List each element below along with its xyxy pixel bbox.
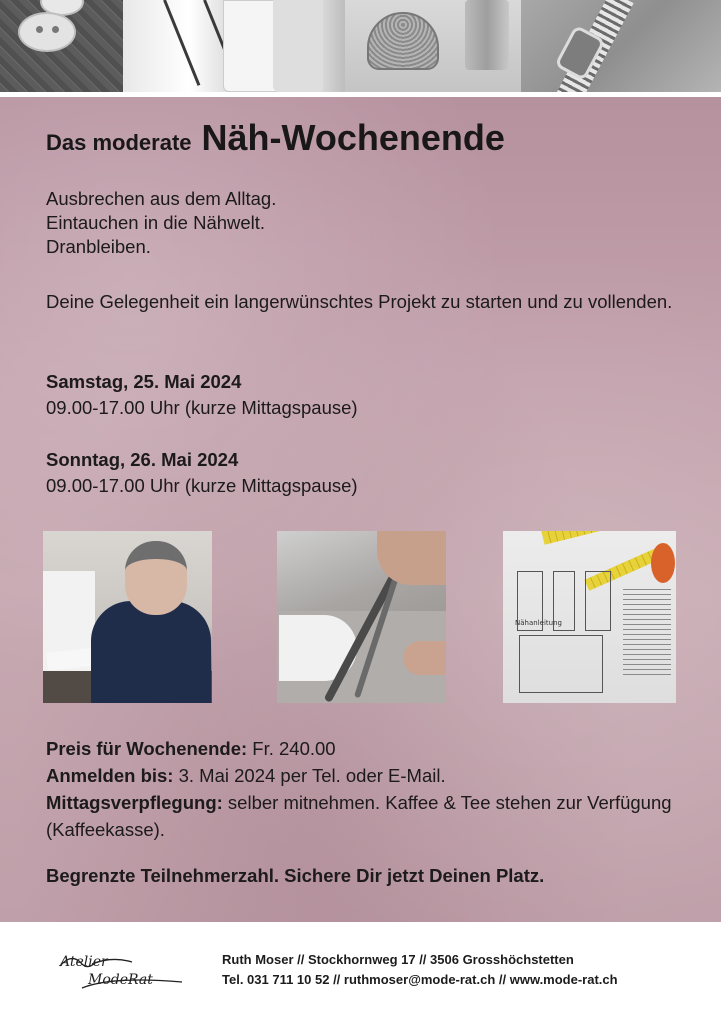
schedule-day-saturday bbox=[46, 369, 358, 421]
intro-line: Eintauchen in die Nähwelt. bbox=[46, 212, 266, 233]
person-head-shape bbox=[125, 541, 187, 615]
price-value: Fr. 240.00 bbox=[247, 738, 336, 759]
hanger-icon bbox=[163, 0, 200, 86]
footer bbox=[0, 922, 721, 1020]
pattern-sheet-label: Nähanleitung bbox=[515, 619, 562, 627]
logo-line1: Atelier bbox=[60, 954, 108, 970]
logo-line2: ModeRat bbox=[88, 972, 153, 988]
thimble-thread-image bbox=[345, 0, 521, 92]
day-time: 09.00-17.00 Uhr (kurze Mittagspause) bbox=[46, 397, 358, 418]
day-date: Sonntag, 26. Mai 2024 bbox=[46, 449, 239, 470]
closing-call-to-action: Begrenzte Teilnehmerzahl. Sichere Dir jetzt Deinen Platz. bbox=[46, 865, 545, 886]
title-prefix: Das moderate bbox=[46, 130, 192, 155]
flyer-body bbox=[0, 97, 721, 922]
pattern-sketch bbox=[585, 571, 611, 631]
register-label: Anmelden bis: bbox=[46, 765, 174, 786]
hand-shape bbox=[403, 641, 446, 675]
title-main: Näh-Wochenende bbox=[201, 117, 505, 158]
buttons-fabric-image bbox=[0, 0, 123, 92]
intro-line: Ausbrechen aus dem Alltag. bbox=[46, 188, 277, 209]
price-line bbox=[46, 735, 686, 762]
day-time: 09.00-17.00 Uhr (kurze Mittagspause) bbox=[46, 475, 358, 496]
measuring-tape-icon bbox=[541, 531, 676, 545]
shirt-shape bbox=[273, 0, 323, 92]
photo-sewing-pattern-sheet bbox=[503, 531, 676, 703]
button-icon bbox=[18, 12, 76, 52]
lunch-value: selber mitnehmen. Kaffee & Tee stehen zur Verfügung (Kaffeekasse). bbox=[46, 792, 672, 840]
address-line: Ruth Moser // Stockhornweg 17 // 3506 Grosshöchstetten bbox=[222, 952, 574, 967]
header-photo-banner bbox=[0, 0, 721, 92]
photo-woman-sewing bbox=[43, 531, 212, 703]
lunch-label: Mittagsverpflegung: bbox=[46, 792, 223, 813]
day-date: Samstag, 25. Mai 2024 bbox=[46, 371, 242, 392]
page-title bbox=[46, 117, 505, 159]
pattern-diagram bbox=[519, 635, 603, 693]
shirts-on-hangers-image bbox=[123, 0, 345, 92]
photo-cutting-fabric bbox=[277, 531, 446, 703]
lunch-line bbox=[46, 789, 686, 843]
contact-line[interactable]: Tel. 031 711 10 52 // ruthmoser@mode-rat.ch // www.mode-rat.ch bbox=[222, 972, 618, 987]
register-line bbox=[46, 762, 686, 789]
intro-line: Dranbleiben. bbox=[46, 236, 151, 257]
zipper-image bbox=[521, 0, 721, 92]
atelier-moderat-logo bbox=[52, 946, 192, 996]
price-label: Preis für Wochenende: bbox=[46, 738, 248, 759]
schedule-day-sunday bbox=[46, 447, 358, 499]
event-info bbox=[46, 735, 686, 843]
thread-spool-icon bbox=[465, 0, 509, 70]
person-shape bbox=[91, 601, 211, 703]
description-text: Deine Gelegenheit ein langerwünschtes Projekt zu starten und zu vollenden. bbox=[46, 291, 673, 312]
pattern-instructions-text bbox=[623, 589, 671, 679]
thimble-icon bbox=[367, 12, 439, 70]
contact-info bbox=[222, 950, 618, 990]
register-value: 3. Mai 2024 per Tel. oder E-Mail. bbox=[173, 765, 446, 786]
orange-button-icon bbox=[651, 543, 675, 583]
intro-lines bbox=[46, 187, 276, 259]
